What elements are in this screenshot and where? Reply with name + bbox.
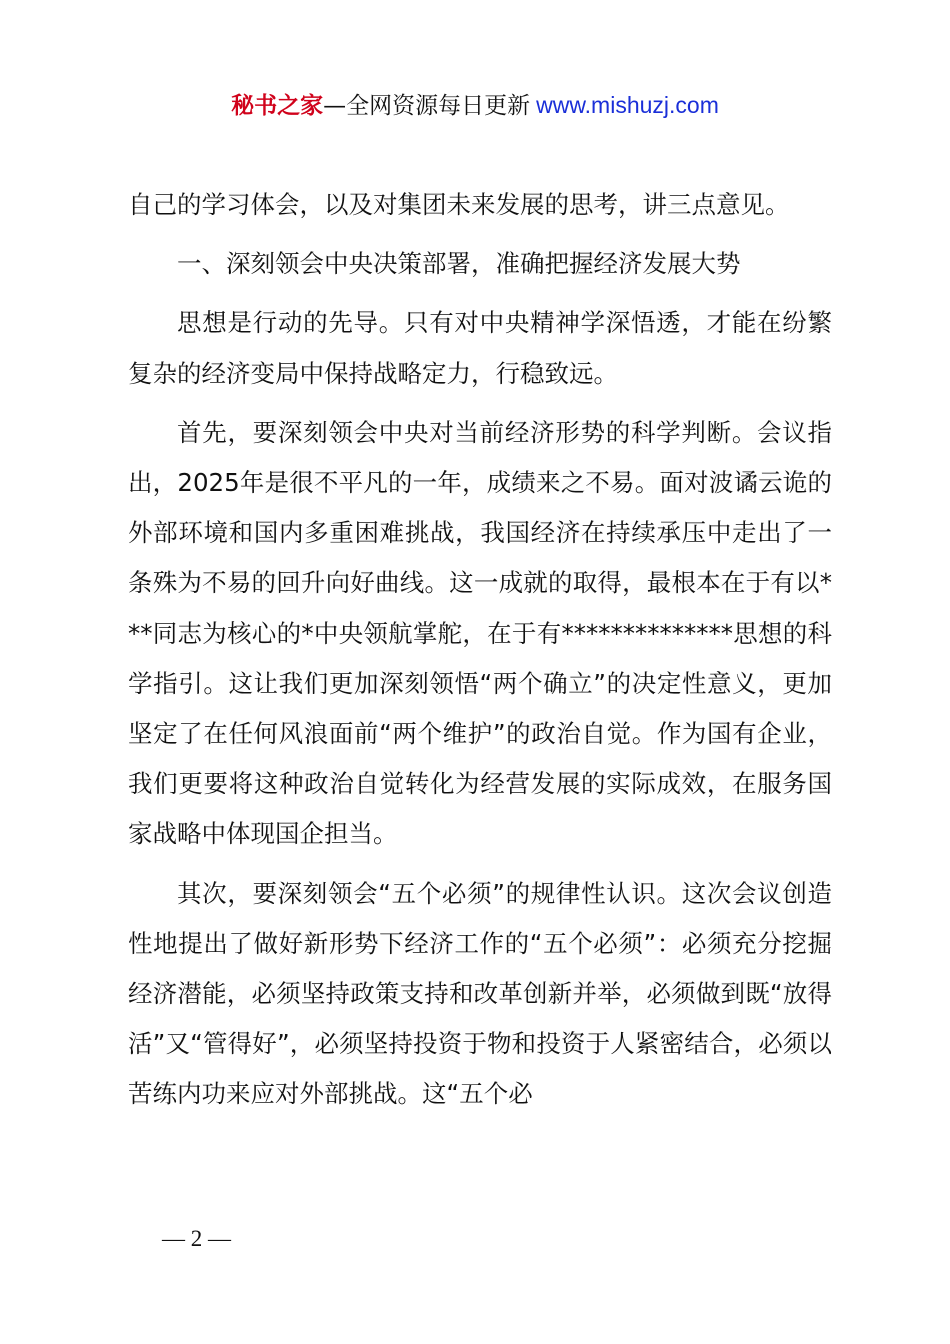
page-header <box>0 88 950 123</box>
paragraph: 首先，要深刻领会中央对当前经济形势的科学判断。会议指出，2025年是很不平凡的一年，成绩来之不易。面对波谲云诡的外部环境和国内多重困难挑战，我国经济在持续承压中走出了一条殊为不易的回升向好曲线。这一成就的取得，最根本在于有以***同志为核心的*中央领航掌舵，在于有**************思想的科学指引。这让我们更加深刻领悟“两个确立”的决定性意义，更加坚定了在任何风浪面前“两个维护”的政治自觉。作为国有企业，我们更要将这种政治自觉转化为经营发展的实际成效，在服务国家战略中体现国企担当。 <box>128 417 832 849</box>
brand-name: 秘书之家 <box>231 93 324 119</box>
paragraph-continuation: 自己的学习体会，以及对集团未来发展的思考，讲三点意见。 <box>128 190 790 219</box>
section-heading: 一、深刻领会中央决策部署，准确把握经济发展大势 <box>177 249 741 279</box>
document-body <box>128 180 832 1120</box>
paragraph: 其次，要深刻领会“五个必须”的规律性认识。这次会议创造性地提出了做好新形势下经济工作的“五个必须”：必须充分挖掘经济潜能，必须坚持政策支持和改革创新并举，必须做到既“放得活”又“管得好”，必须坚持投资于物和投资于人紧密结合，必须以苦练内功来应对外部挑战。这“五个必 <box>128 878 832 1109</box>
page-number: — 2 — <box>162 1226 231 1251</box>
site-url-link[interactable]: www.mishuzj.com <box>536 92 719 118</box>
header-tagline: —全网资源每日更新 <box>323 93 531 119</box>
paragraph: 思想是行动的先导。只有对中央精神学深悟透，才能在纷繁复杂的经济变局中保持战略定力，行稳致远。 <box>128 308 832 388</box>
